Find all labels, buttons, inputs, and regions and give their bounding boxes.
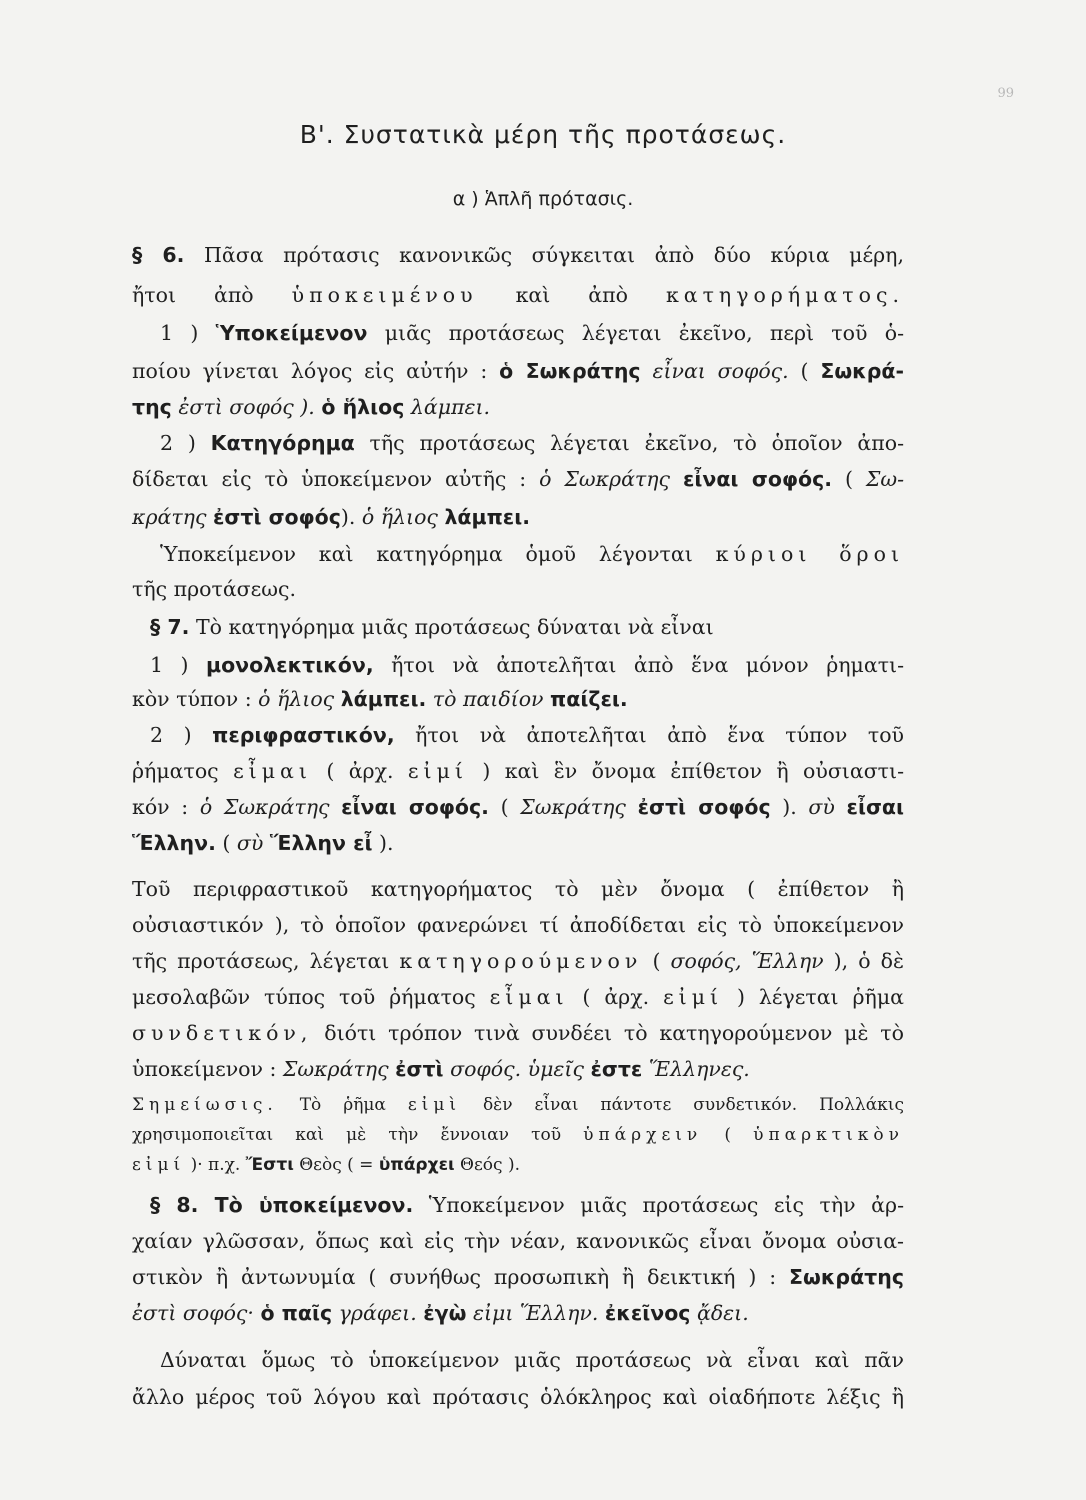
text-line	[132, 684, 904, 714]
text-run	[641, 359, 653, 383]
text-line	[132, 392, 904, 422]
text-run: ἐκεῖνος	[604, 1301, 691, 1325]
text-run: δὲν εἶναι πάντοτε συνδετικόν. Πολλάκις	[461, 1095, 904, 1115]
text-run: τῆς προτάσεως λέγεται ἐκεῖνο, τὸ ὁποῖον ἀπο-	[354, 431, 904, 455]
text-run: Σωκράτης	[282, 1057, 389, 1081]
text-run: ἐγὼ	[423, 1301, 467, 1325]
text-run: ἐστὶ	[395, 1057, 444, 1081]
text-run: εἰμί	[132, 1155, 186, 1175]
text-run: Τὸ κατηγόρημα μιᾶς προτάσεως δύναται νὰ εἶναι	[189, 615, 714, 639]
text-run: γράφει.	[338, 1301, 417, 1325]
text-run: Σωκράτης	[789, 1265, 904, 1289]
text-run: Θεός ).	[454, 1155, 520, 1175]
text-line	[150, 1190, 904, 1220]
text-run: ἐστὶ σοφός·	[132, 1301, 254, 1325]
text-line	[160, 1345, 904, 1375]
text-run: ( ἀρχ.	[568, 985, 664, 1009]
text-run: ὁ ἥλιος	[361, 505, 438, 529]
text-run: ὁ Σωκράτης	[499, 359, 641, 383]
text-line	[132, 946, 904, 976]
text-run: σὺ	[808, 795, 835, 819]
text-run: 2 )	[160, 431, 211, 455]
text-run: εἰμι Ἕλλην.	[472, 1301, 599, 1325]
text-run: ἐστὶ σοφός	[637, 795, 771, 819]
text-run: καὶ ἀπὸ	[477, 283, 666, 307]
text-run: Ὑποκείμενον καὶ κατηγόρημα ὁμοῦ λέγονται	[160, 542, 716, 566]
text-line	[132, 240, 904, 270]
text-run: 1 )	[160, 321, 216, 345]
text-line	[132, 356, 904, 386]
text-run: Δύναται ὅμως τὸ ὑποκείμενον μιᾶς προτάσεως νὰ εἶναι καὶ πᾶν	[160, 1348, 904, 1372]
text-run: (	[788, 359, 821, 383]
text-run: μονολεκτικόν,	[205, 653, 374, 677]
text-run: Τὸ ῥῆμα	[277, 1095, 408, 1115]
text-run: ἤτοι νὰ ἀποτελῆται ἀπὸ ἕνα τύπον τοῦ	[394, 723, 904, 747]
text-line	[132, 756, 904, 786]
note-line	[132, 1150, 904, 1180]
text-run: ὑπάρχει	[378, 1155, 455, 1175]
text-run: μεσολαβῶν τύπος τοῦ ῥήματος	[132, 985, 490, 1009]
text-run: ) λέγεται ῥῆμα	[723, 985, 904, 1009]
text-line	[132, 574, 904, 604]
text-run	[626, 795, 638, 819]
text-run: τὸ παιδίον	[432, 687, 544, 711]
text-run: Ἕλλην.	[132, 831, 216, 855]
text-run: ὁ Σωκράτης	[539, 467, 671, 491]
text-run: εἶναι σοφός.	[652, 359, 789, 383]
text-run: κράτης	[132, 505, 207, 529]
text-line	[160, 318, 904, 348]
text-run: ᾄδει.	[697, 1301, 749, 1325]
text-run: Πᾶσα πρότασις κανονικῶς σύγκειται ἀπὸ δύο κύρια μέρη,	[184, 243, 904, 267]
note-line	[132, 1090, 904, 1120]
text-run: εἶναι σοφός.	[341, 795, 489, 819]
text-line	[132, 792, 904, 822]
text-run: λάμπει.	[410, 395, 491, 419]
text-run: Ἕλλην εἶ	[269, 831, 373, 855]
text-run: § 7.	[150, 615, 190, 639]
text-run: ὑποκειμένου	[291, 283, 478, 307]
text-run: οὐσιαστικόν ), τὸ ὁποῖον φανερώνει τί ἀποδίδεται εἰς τὸ ὑποκείμενον	[132, 913, 904, 937]
text-run: Ὑποκείμενον	[215, 321, 368, 345]
text-run: παίζει.	[550, 687, 628, 711]
text-run: σοφός, Ἕλλην	[670, 949, 824, 973]
text-run: Σημείωσις.	[132, 1095, 278, 1115]
text-run: δίδεται εἰς τὸ ὑποκείμενον αὐτῆς :	[132, 467, 540, 491]
text-run: 1 )	[150, 653, 206, 677]
text-line	[132, 1262, 904, 1292]
text-run: κόν :	[132, 795, 200, 819]
text-run: της	[132, 395, 172, 419]
text-line	[132, 910, 904, 940]
text-run: 2 )	[150, 723, 213, 747]
text-run: εἰμὶ	[407, 1095, 462, 1115]
text-line	[132, 1298, 904, 1328]
text-run: ἐστε	[590, 1057, 643, 1081]
text-run: εἶμαι	[233, 759, 312, 783]
text-run: εἰμί	[663, 985, 724, 1009]
text-line	[132, 1018, 904, 1048]
text-run: (	[702, 1125, 754, 1145]
text-run: σοφός. ὑμεῖς	[450, 1057, 584, 1081]
text-run: Τοῦ περιφραστικοῦ κατηγορήματος τὸ μὲν ὄνομα ( ἐπίθετον ἢ	[132, 877, 904, 901]
text-run: εἶμαι	[489, 985, 569, 1009]
text-run: Θεὸς ( =	[293, 1155, 379, 1175]
text-run: )· π.χ.	[185, 1155, 246, 1175]
text-line	[132, 982, 904, 1012]
text-run: ἤτοι ἀπὸ	[132, 283, 292, 307]
text-line	[160, 428, 904, 458]
text-run: Ἔστι	[245, 1155, 294, 1175]
text-run: εἰμί	[407, 759, 468, 783]
text-run: ὑποκείμενον :	[132, 1057, 283, 1081]
text-run: Ἕλληνες.	[648, 1057, 750, 1081]
text-run: (	[642, 949, 671, 973]
text-line	[150, 650, 904, 680]
text-run: ὁ Σωκράτης	[199, 795, 330, 819]
text-run: Ὑποκείμενον μιᾶς προτάσεως εἰς τὴν ἀρ-	[413, 1193, 904, 1217]
text-run	[670, 467, 683, 491]
text-run: ἐστὶ σοφός ).	[178, 395, 315, 419]
text-run: διότι τρόπον τινὰ συνδέει τὸ κατηγορούμενον μὲ τὸ	[312, 1021, 904, 1045]
text-run: κατηγορούμενον	[399, 949, 643, 973]
text-run: Κατηγόρημα	[210, 431, 355, 455]
text-run: τῆς προτάσεως, λέγεται	[132, 949, 400, 973]
page-number: 99	[997, 86, 1014, 101]
text-run: (	[215, 831, 237, 855]
text-line	[160, 539, 904, 569]
text-line	[132, 1226, 904, 1256]
text-line	[150, 720, 904, 750]
text-run: ).	[770, 795, 809, 819]
text-run: ῥήματος	[132, 759, 234, 783]
text-line	[132, 874, 904, 904]
text-run: ἤτοι νὰ ἀποτελῆται ἀπὸ ἕνα μόνον ῥηματι-	[373, 653, 905, 677]
text-run: περιφραστικόν,	[212, 723, 395, 747]
text-run: ὁ παῖς	[260, 1301, 333, 1325]
text-line	[132, 828, 904, 858]
text-run: ).	[340, 505, 362, 529]
text-run: ὁ ἥλιος	[258, 687, 335, 711]
text-run: ἐστὶ σοφός	[212, 505, 341, 529]
text-run	[329, 795, 341, 819]
text-run: τῆς προτάσεως.	[132, 577, 296, 601]
text-run: κὸν τύπον :	[132, 687, 259, 711]
text-run: ) καὶ ἓν ὄνομα ἐπίθετον ἢ οὐσιαστι-	[467, 759, 904, 783]
text-run: § 6.	[132, 243, 185, 267]
text-run	[835, 795, 847, 819]
text-line	[132, 1054, 904, 1084]
text-run: ), ὁ δὲ	[823, 949, 904, 973]
text-run: συνδετικόν,	[132, 1021, 313, 1045]
text-run: λάμπει.	[444, 505, 530, 529]
text-run: χρησιμοποιεῖται καὶ μὲ τὴν ἔννοιαν τοῦ	[132, 1125, 584, 1145]
text-run: ).	[372, 831, 394, 855]
text-run: σὺ	[236, 831, 264, 855]
text-run: ποίου γίνεται λόγος εἰς αὐτήν :	[132, 359, 500, 383]
text-line	[132, 464, 904, 494]
text-line	[132, 280, 904, 310]
text-line	[150, 612, 904, 642]
text-run: ( ἀρχ.	[311, 759, 408, 783]
text-run: χαίαν γλῶσσαν, ὅπως καὶ εἰς τὴν νέαν, κανονικῶς εἶναι ὄνομα οὐσια-	[132, 1229, 904, 1253]
subsection-title: α ) Ἁπλῆ πρότασις.	[452, 188, 634, 210]
text-line	[132, 502, 904, 532]
text-line	[132, 1382, 904, 1412]
text-run: ὑπάρχειν	[583, 1125, 703, 1145]
text-run: Σω-	[865, 467, 904, 491]
text-run: κατηγορήματος.	[665, 283, 904, 307]
text-run: στικὸν ἢ ἀντωνυμία ( συνήθως προσωπικὴ ἢ δεικτική ) :	[132, 1265, 790, 1289]
text-run: § 8. Τὸ ὑποκείμενον.	[150, 1193, 414, 1217]
text-run: εἶναι σοφός.	[682, 467, 833, 491]
text-run: λάμπει.	[340, 687, 427, 711]
text-run: εἶσαι	[846, 795, 904, 819]
text-run: κύριοι ὅροι	[715, 542, 904, 566]
text-run: μιᾶς προτάσεως λέγεται ἐκεῖνο, περὶ τοῦ ὁ-	[367, 321, 904, 345]
text-run: Σωκρά-	[820, 359, 904, 383]
note-line	[132, 1120, 904, 1150]
text-run: ὁ ἥλιος	[321, 395, 405, 419]
text-run: Σωκράτης	[520, 795, 626, 819]
text-run: (	[832, 467, 866, 491]
text-run: ὑπαρκτικὸν	[753, 1125, 904, 1145]
text-run: (	[488, 795, 521, 819]
text-run: ἄλλο μέρος τοῦ λόγου καὶ πρότασις ὁλόκληρος καὶ οἱαδήποτε λέξις ἢ	[132, 1385, 904, 1409]
section-title: Β'. Συστατικὰ μέρη τῆς προτάσεως.	[299, 120, 787, 149]
